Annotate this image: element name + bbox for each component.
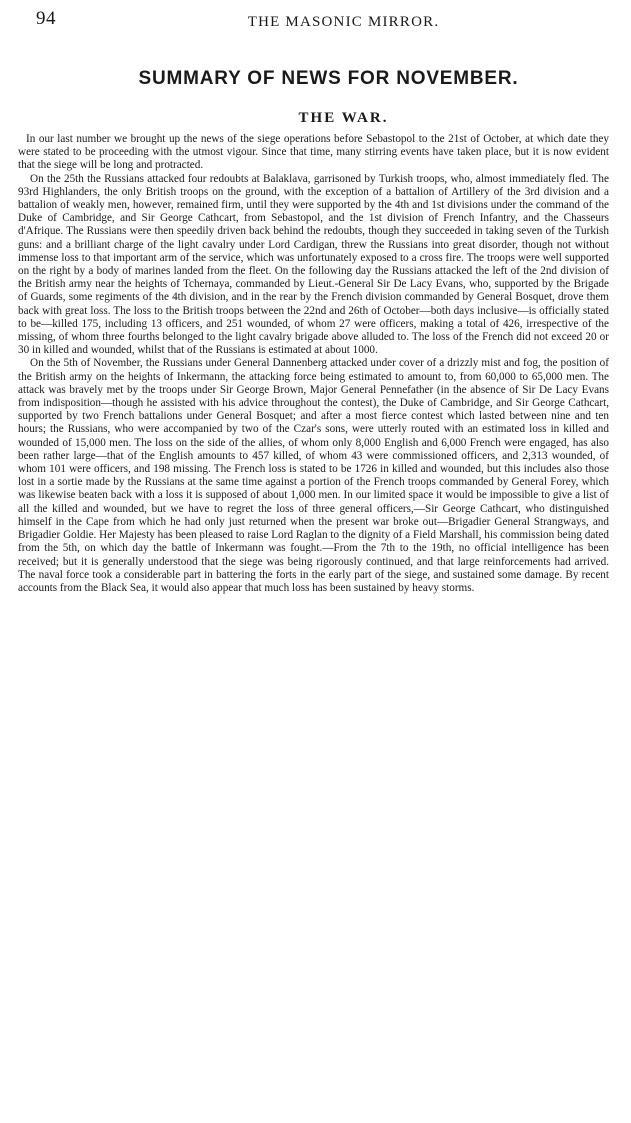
paragraph-inkermann: On the 5th of November, the Russians under General Dannenberg attacked under cover of a drizzly mist and fog, the position of the British army on the heights of Inkermann, the attacking force being estimated to amount to, from 60,000 to 65,000 men. The attack was bravely met by the troops under Sir George Brown, Major General Pennefather (in the absence of Sir De Lacy Evans from indisposition—though he assisted with his advice throughout the contest), the Duke of Cambridge, and Sir George Cathcart, supported by two French battalions under General Bosquet; and after a most fierce contest which lasted between nine and ten hours; the Russians, who were accompanied by two of the Czar's sons, were utterly routed with an estimated loss in killed and wounded of 15,000 men. The loss on the side of the allies, of whom only 8,000 English and 6,000 French were engaged, has also been rather large—that of the English amounts to 457 killed, of whom 43 were commissioned officers, and 2,313 wounded, of whom 101 were officers, and 198 missing. The French loss is stated to be 1726 in killed and wounded, but this includes also those lost in a sortie made by the Russians at the same time against a portion of the French troops commanded by General Forey, which was likewise beaten back with a loss it is supposed of about 1,000 men. In our limited space it would be impossible to give a list of all the killed and wounded, but we have to regret the loss of three general officers,—Sir George Cathcart, who distinguished himself in the Cape from which he had only just returned when the present war broke out—Brigadier General Strangways, and Brigadier Goldie. Her Majesty has been pleased to raise Lord Raglan to the dignity of a Field Marshall, his commission being dated from the 5th, on which day the battle of Inkermann was fought.—From the 7th to the 19th, no official intelligence has been received; but it is generally understood that the siege was being rigorously continued, and that large reinforcements had arrived. The naval force took a considerable part in battering the forts in the early part of the siege, and sustained some damage. By recent accounts from the Black Sea, it would also appear that much loss has been sustained by heavy storms. [18,357,609,594]
paragraph-siege-intro: In our last number we brought up the news of the siege operations before Sebastopol to the 21st of October, at which date they were stated to be proceeding with the utmost vigour. Since that time, many stirring events have taken place, but it is now evident that the siege will be long and protracted. [18,133,609,172]
article-body [18,133,609,595]
running-head [18,6,609,36]
running-title: THE MASONIC MIRROR. [247,14,440,30]
article-subheading: THE WAR. [298,110,389,126]
page-number: 94 [36,8,56,29]
paragraph-balaklava: On the 25th the Russians attacked four redoubts at Balaklava, garrisoned by Turkish troops, who, almost immediately fled. The 93rd Highlanders, the only British troops on the ground, with the exception of a battalion of Artillery of the 3rd division and a battalion of weakly men, however, remained firm, until they were supported by the 4th and 1st divisions under the command of the Duke of Cambridge, and Sir George Cathcart, from Sebastopol, and the 1st division of French Infantry, and the Chasseurs d'Afrique. The Russians were then speedily driven back behind the redoubts, though they succeeded in taking seven of the Turkish guns: and a brilliant charge of the light cavalry under Lord Cardigan, threw the Russians into great disorder, though not without immense loss to that important arm of the service, which was unfortunately exposed to a cross fire. The troops were well supported on the right by a body of marines landed from the fleet. On the following day the Russians attacked the left of the 2nd division of the British army near the heights of Tchernaya, commanded by Lieut.-General Sir De Lacy Evans, who, supported by the Brigade of Guards, some regiments of the 4th division, and in the rear by the French division commanded by General Bosquet, drove them back with great loss. The loss to the British troops between the 22nd and 26th of October—both days inclusive—is officially stated to be—killed 175, including 13 officers, and 251 wounded, of whom 27 were officers, making a total of 426, irrespective of the missing, of whom three fourths belonged to the light cavalry brigade above alluded to. The loss of the French did not exceed 20 or 30 in killed and wounded, whilst that of the Russians is estimated at about 1000. [18,172,609,357]
section-title: SUMMARY OF NEWS FOR NOVEMBER. [138,68,519,89]
